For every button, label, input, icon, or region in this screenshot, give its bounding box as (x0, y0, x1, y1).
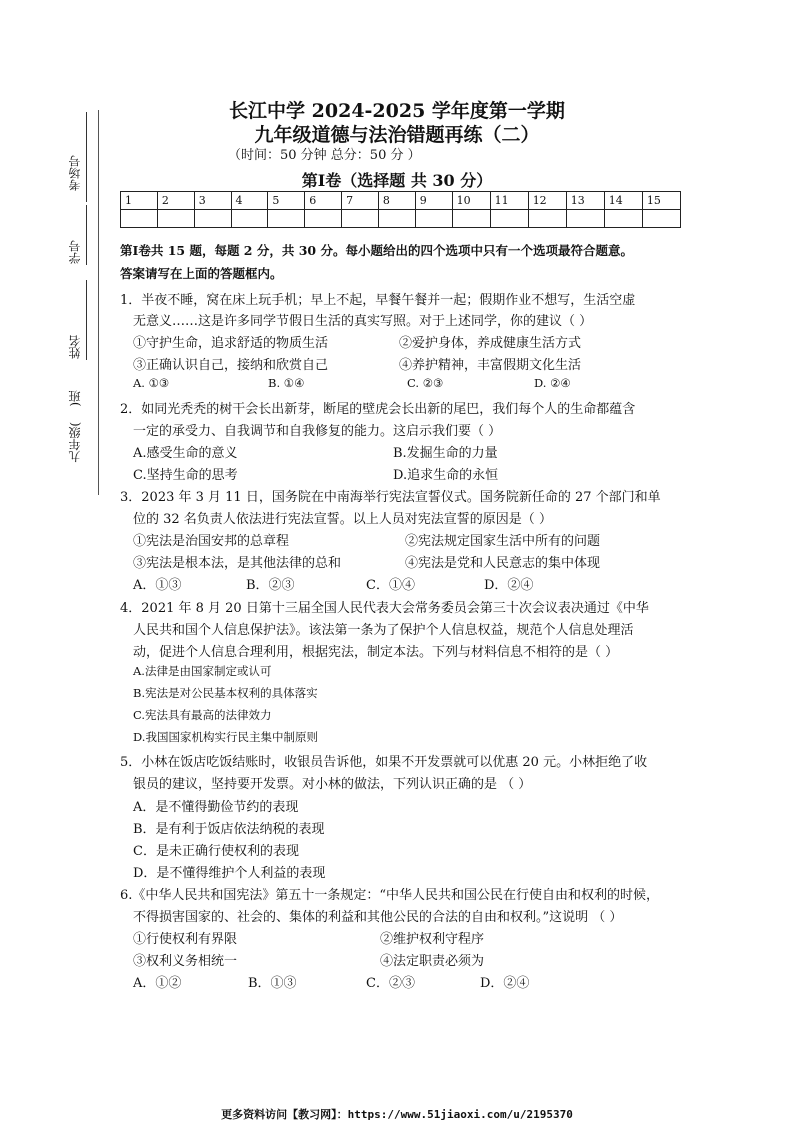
grid-number: 15 (642, 192, 680, 210)
grid-number: 10 (452, 192, 490, 210)
question-2-stem: 2．如同光秃秃的树干会长出新芽，断尾的壁虎会长出新的尾巴，我们每个人的生命都蕴含 (120, 402, 636, 417)
answer-cell[interactable] (415, 210, 452, 228)
choice-option[interactable]: D.追求生命的永恒 (393, 468, 499, 483)
answer-cell[interactable] (121, 210, 158, 228)
statement-item: ①守护生命，追求舒适的物质生活 (133, 336, 329, 351)
answer-cell[interactable] (452, 210, 490, 228)
choice-option[interactable]: C．是未正确行使权利的表现 (133, 844, 299, 859)
choice-option[interactable]: C．①④ (366, 578, 415, 593)
statement-item: ①宪法是治国安邦的总章程 (133, 534, 290, 549)
grid-number: 9 (415, 192, 452, 210)
grid-number: 2 (157, 192, 194, 210)
grid-number: 14 (604, 192, 642, 210)
choice-option[interactable]: C. ②③ (407, 376, 444, 390)
choice-option[interactable]: A. ①③ (133, 376, 170, 390)
statement-item: ②维护权利守程序 (380, 932, 485, 947)
instruction-line: 第Ⅰ卷共 15 题，每题 2 分，共 30 分。每小题给出的四个选项中只有一个选项最符合题意。 (120, 243, 633, 258)
answer-cell[interactable] (566, 210, 604, 228)
answer-cell[interactable] (642, 210, 680, 228)
grid-number: 12 (528, 192, 566, 210)
grid-number: 4 (231, 192, 268, 210)
answer-grid-number-row (121, 192, 681, 210)
time-info: （时间：50 分钟 总分：50 分 ） (228, 148, 421, 163)
name-label: 姓名 (68, 335, 82, 359)
statement-item: ①行使权利有界限 (133, 932, 238, 947)
answer-cell[interactable] (157, 210, 194, 228)
page-subtitle: 九年级道德与法治错题再练（二） (254, 124, 540, 146)
answer-cell[interactable] (490, 210, 528, 228)
class-label: 九年级( )班 (68, 390, 82, 463)
grid-number: 8 (378, 192, 415, 210)
answer-grid-answer-row (121, 210, 681, 228)
answer-cell[interactable] (528, 210, 566, 228)
answer-cell[interactable] (342, 210, 379, 228)
answer-cell[interactable] (604, 210, 642, 228)
choice-option[interactable]: C．②③ (366, 976, 415, 991)
choice-option[interactable]: B．是有利于饭店依法纳税的表现 (133, 822, 325, 837)
grid-number: 13 (566, 192, 604, 210)
choice-option[interactable]: A．①③ (133, 578, 182, 593)
choice-option[interactable]: D.我国国家机构实行民主集中制原则 (133, 730, 318, 744)
statement-item: ②爱护身体，养成健康生活方式 (399, 336, 582, 351)
question-1-stem: 1．半夜不睡，窝在床上玩手机；早上不起，早餐午餐并一起；假期作业不想写，生活空虚 (120, 293, 636, 308)
grid-number: 3 (194, 192, 231, 210)
grid-number: 5 (268, 192, 305, 210)
grid-number: 7 (342, 192, 379, 210)
question-6-stem: 不得损害国家的、社会的、集体的利益和其他公民的合法的自由和权利。”这说明 （ ） (133, 910, 623, 925)
statement-item: ③正确认识自己，接纳和欣赏自己 (133, 358, 329, 373)
question-5-stem: 5．小林在饭店吃饭结账时，收银员告诉他，如果不开发票就可以优惠 20 元。小林拒绝了收 (120, 755, 648, 770)
choice-option[interactable]: B.发掘生命的力量 (393, 446, 498, 461)
choice-option[interactable]: A．①② (133, 976, 182, 991)
choice-option[interactable]: B．①③ (248, 976, 297, 991)
choice-option[interactable]: A．是不懂得勤俭节约的表现 (133, 800, 299, 815)
instruction-line: 答案请写在上面的答题框内。 (120, 266, 283, 281)
choice-option[interactable]: D．②④ (484, 578, 534, 593)
statement-item: ③权利义务相统一 (133, 954, 238, 969)
answer-cell[interactable] (305, 210, 342, 228)
choice-option[interactable]: A.法律是由国家制定或认可 (133, 664, 272, 678)
choice-option[interactable]: D．②④ (480, 976, 530, 991)
statement-item: ③宪法是根本法，是其他法律的总和 (133, 556, 342, 571)
grid-number: 11 (490, 192, 528, 210)
exam-room-label: 考场号 (68, 155, 82, 191)
question-4-stem: 人民共和国个人信息保护法》。该法第一条为了保护个人信息权益，规范个人信息处理活 (133, 623, 634, 638)
question-6-stem: 6.《中华人民共和国宪法》第五十一条规定：“中华人民共和国公民在行使自由和权利的时候， (120, 888, 660, 903)
student-no-blank (86, 205, 87, 265)
section-title: 第Ⅰ卷（选择题 共 30 分） (301, 171, 493, 190)
answer-grid (120, 191, 681, 228)
question-4-stem: 动，促进个人信息合理利用，根据宪法，制定本法。下列与材料信息不相符的是（ ） (133, 645, 619, 660)
choice-option[interactable]: A.感受生命的意义 (133, 446, 238, 461)
page-title: 长江中学 2024-2025 学年度第一学期 (229, 100, 565, 122)
answer-cell[interactable] (194, 210, 231, 228)
question-2-stem: 一定的承受力、自我调节和自我修复的能力。这启示我们要（ ） (133, 424, 502, 439)
choice-option[interactable]: B. ①④ (268, 376, 305, 390)
choice-option[interactable]: C.宪法具有最高的法律效力 (133, 708, 272, 722)
answer-cell[interactable] (378, 210, 415, 228)
statement-item: ④养护精神，丰富假期文化生活 (399, 358, 582, 373)
grid-number: 6 (305, 192, 342, 210)
name-blank (86, 280, 87, 360)
statement-item: ④法定职责必须为 (380, 954, 485, 969)
choice-option[interactable]: D. ②④ (534, 376, 571, 390)
statement-item: ②宪法规定国家生活中所有的问题 (405, 534, 601, 549)
grid-number: 1 (121, 192, 158, 210)
choice-option[interactable]: B.宪法是对公民基本权利的具体落实 (133, 686, 318, 700)
question-3-stem: 位的 32 名负责人依法进行宪法宣誓。以上人员对宪法宣誓的原因是（ ） (133, 512, 552, 527)
answer-cell[interactable] (268, 210, 305, 228)
choice-option[interactable]: C.坚持生命的思考 (133, 468, 238, 483)
question-4-stem: 4．2021 年 8 月 20 日第十三届全国人民代表大会常务委员会第三十次会议表决通过《中华 (120, 601, 649, 616)
footer-link[interactable]: 更多资料访问【教习网】：https://www.51jiaoxi.com/u/2195370 (221, 1108, 573, 1121)
choice-option[interactable]: D．是不懂得维护个人利益的表现 (133, 866, 326, 881)
statement-item: ④宪法是党和人民意志的集中体现 (405, 556, 601, 571)
question-3-stem: 3．2023 年 3 月 11 日，国务院在中南海举行宪法宣誓仪式。国务院新任命的 27 个部门和单 (120, 490, 661, 505)
student-no-label: 学号 (68, 240, 82, 264)
question-5-stem: 银员的建议，坚持要开发票。对小林的做法，下列认识正确的是 （ ） (133, 777, 532, 792)
answer-cell[interactable] (231, 210, 268, 228)
choice-option[interactable]: B．②③ (246, 578, 295, 593)
question-1-stem: 无意义……这是许多同学节假日生活的真实写照。对于上述同学，你的建议（ ） (133, 314, 593, 329)
